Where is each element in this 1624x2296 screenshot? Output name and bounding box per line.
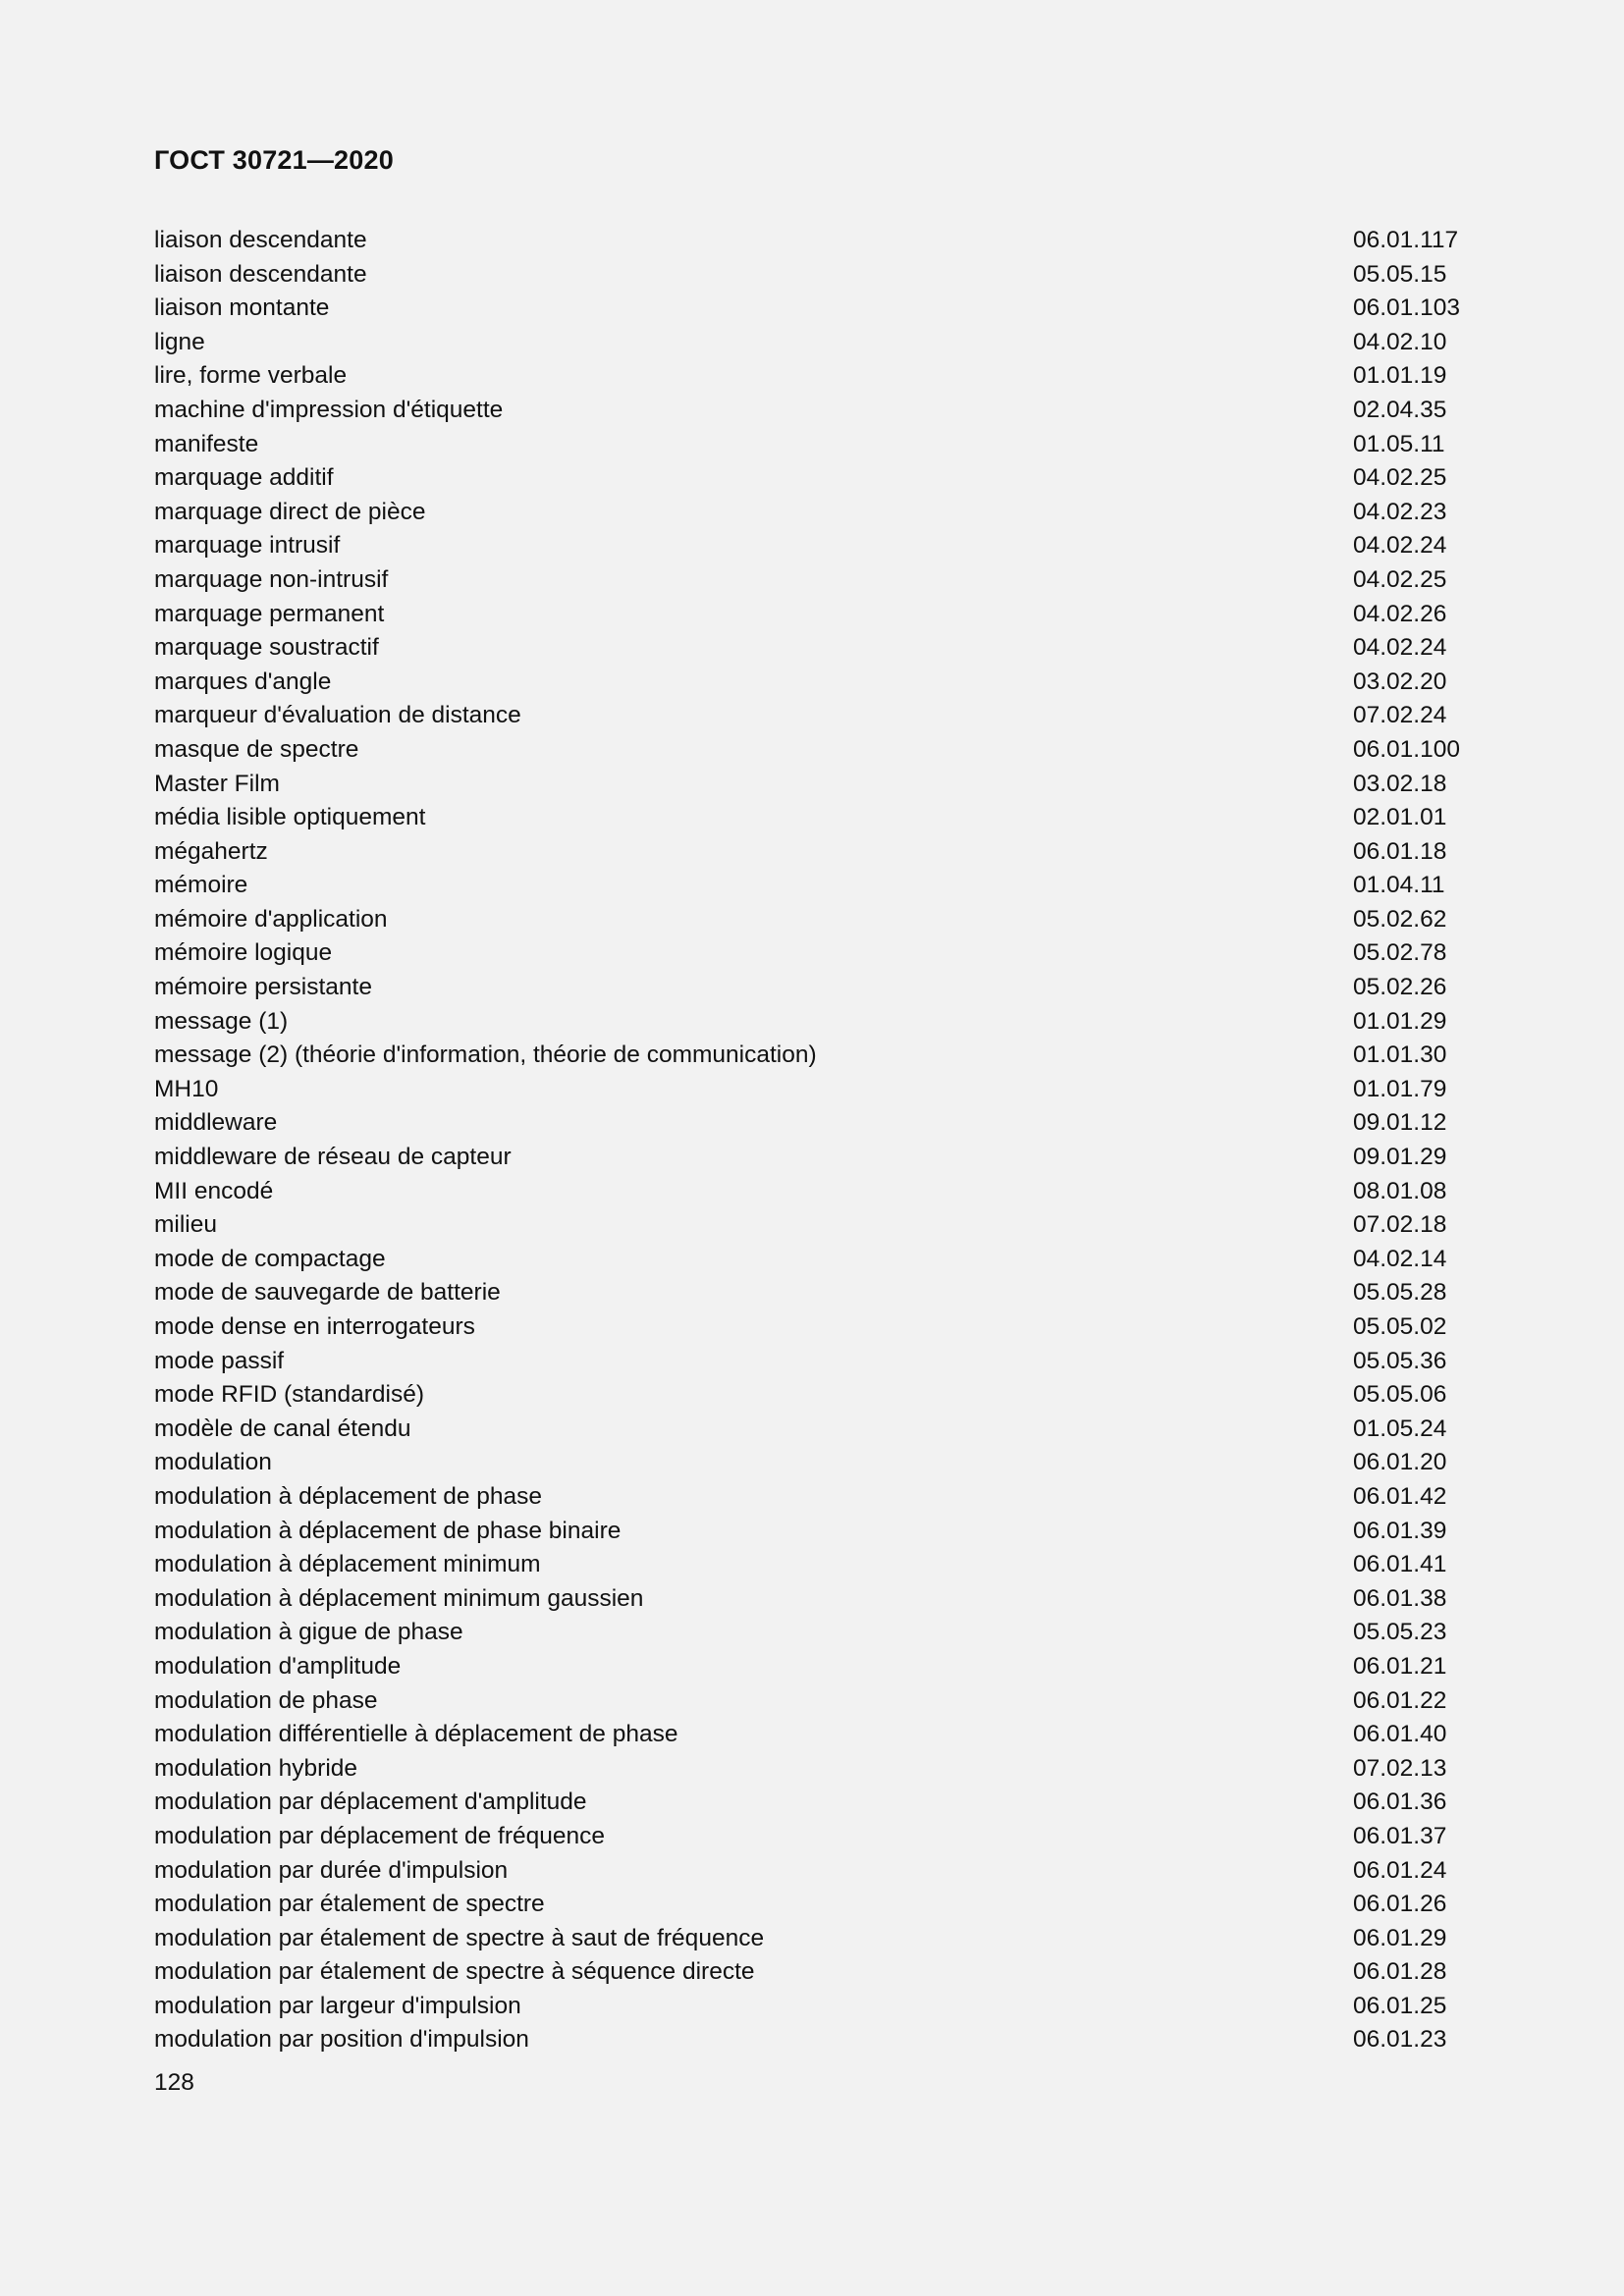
- index-entry: [154, 529, 1470, 563]
- index-reference-number: 04.02.23: [1353, 498, 1447, 525]
- index-reference-number: 06.01.38: [1353, 1584, 1447, 1612]
- index-entry: [154, 394, 1470, 428]
- index-term: Master Film: [154, 770, 280, 797]
- index-entry: [154, 1650, 1470, 1684]
- index-entry: [154, 768, 1470, 802]
- index-term: modulation hybride: [154, 1754, 358, 1782]
- index-entry: [154, 1515, 1470, 1549]
- index-reference-number: 06.01.22: [1353, 1686, 1447, 1714]
- index-entry: [154, 1548, 1470, 1582]
- index-reference-number: 06.01.117: [1353, 227, 1459, 253]
- index-term: mode de compactage: [154, 1245, 386, 1272]
- index-reference-number: 05.05.23: [1353, 1619, 1447, 1646]
- index-term: marqueur d'évaluation de distance: [154, 702, 521, 729]
- index-reference-number: 01.01.29: [1353, 1007, 1447, 1035]
- index-term: liaison montante: [154, 294, 330, 322]
- index-term: machine d'impression d'étiquette: [154, 396, 504, 423]
- index-entry: [154, 1718, 1470, 1752]
- index-entry: [154, 1582, 1470, 1617]
- index-entry: [154, 1345, 1470, 1379]
- index-reference-number: 04.02.25: [1353, 565, 1447, 593]
- index-entry: [154, 1208, 1470, 1243]
- index-entry: [154, 292, 1470, 326]
- index-term: message (2) (théorie d'information, théorie de communication): [154, 1041, 817, 1069]
- index-entry: [154, 666, 1470, 700]
- index-entry: [154, 1854, 1470, 1889]
- index-term: marquage non-intrusif: [154, 565, 389, 593]
- index-term: MII encodé: [154, 1177, 274, 1204]
- index-entry: [154, 801, 1470, 835]
- index-term: MH10: [154, 1075, 219, 1102]
- index-entry: [154, 598, 1470, 632]
- index-reference-number: 03.02.18: [1353, 770, 1447, 797]
- index-term: lire, forme verbale: [154, 362, 348, 390]
- index-reference-number: 05.02.78: [1353, 939, 1447, 967]
- index-term: modulation à déplacement de phase binaire: [154, 1517, 622, 1544]
- index-entry: [154, 1922, 1470, 1956]
- index-term: middleware: [154, 1109, 278, 1137]
- index-reference-number: 04.02.10: [1353, 328, 1447, 355]
- index-term: mode dense en interrogateurs: [154, 1313, 475, 1340]
- index-term: marquage intrusif: [154, 532, 341, 560]
- index-reference-number: 06.01.40: [1353, 1721, 1447, 1748]
- index-reference-number: 06.01.36: [1353, 1789, 1447, 1816]
- index-term: modulation de phase: [154, 1686, 378, 1714]
- index-entry: [154, 1446, 1470, 1480]
- index-term: message (1): [154, 1007, 289, 1035]
- index-entry: [154, 326, 1470, 360]
- index-term: manifeste: [154, 430, 259, 457]
- index-reference-number: 01.01.79: [1353, 1075, 1447, 1102]
- index-entry: [154, 1413, 1470, 1447]
- index-entry: [154, 971, 1470, 1005]
- index-reference-number: 04.02.14: [1353, 1245, 1447, 1272]
- index-reference-number: 06.01.21: [1353, 1652, 1447, 1680]
- index-term: média lisible optiquement: [154, 804, 426, 831]
- index-term: modulation par déplacement d'amplitude: [154, 1789, 587, 1816]
- index-reference-number: 04.02.26: [1353, 600, 1447, 627]
- index-reference-number: 01.05.24: [1353, 1415, 1447, 1442]
- index-entry: [154, 733, 1470, 768]
- index-reference-number: 01.01.30: [1353, 1041, 1447, 1069]
- page-number: 128: [154, 2069, 194, 2096]
- index-reference-number: 09.01.29: [1353, 1144, 1447, 1171]
- index-entry: [154, 835, 1470, 870]
- index-term: milieu: [154, 1211, 217, 1239]
- index-term: mémoire persistante: [154, 974, 372, 1001]
- index-reference-number: 09.01.12: [1353, 1109, 1447, 1137]
- index-reference-number: 06.01.23: [1353, 2026, 1447, 2054]
- index-term: mémoire d'application: [154, 905, 388, 933]
- index-reference-number: 08.01.08: [1353, 1177, 1447, 1204]
- index-reference-number: 05.05.15: [1353, 260, 1447, 288]
- index-term: mémoire logique: [154, 939, 333, 967]
- index-entry: [154, 1888, 1470, 1922]
- index-reference-number: 01.04.11: [1353, 872, 1445, 899]
- index-reference-number: 07.02.13: [1353, 1754, 1447, 1782]
- index-term: mémoire: [154, 872, 248, 899]
- index-reference-number: 05.05.28: [1353, 1279, 1447, 1307]
- index-term: liaison descendante: [154, 227, 367, 253]
- index-reference-number: 04.02.24: [1353, 634, 1447, 662]
- index-entry: [154, 903, 1470, 937]
- index-reference-number: 06.01.18: [1353, 837, 1447, 865]
- index-reference-number: 06.01.100: [1353, 735, 1460, 763]
- index-entry: [154, 359, 1470, 394]
- index-term: modulation par durée d'impulsion: [154, 1856, 509, 1884]
- index-reference-number: 04.02.24: [1353, 532, 1447, 560]
- index-reference-number: 05.05.02: [1353, 1313, 1447, 1340]
- index-term: modulation d'amplitude: [154, 1652, 402, 1680]
- index-term: marques d'angle: [154, 667, 332, 695]
- index-term: marquage direct de pièce: [154, 498, 426, 525]
- index-reference-number: 07.02.24: [1353, 702, 1447, 729]
- index-term: modulation à déplacement minimum gaussien: [154, 1584, 644, 1612]
- index-reference-number: 05.02.62: [1353, 905, 1447, 933]
- index-reference-number: 02.01.01: [1353, 804, 1447, 831]
- index-term: mégahertz: [154, 837, 268, 865]
- index-entry: [154, 461, 1470, 496]
- index-reference-number: 06.01.20: [1353, 1449, 1447, 1476]
- index-reference-number: 07.02.18: [1353, 1211, 1447, 1239]
- index-entry: [154, 1378, 1470, 1413]
- document-header: ГОСТ 30721—2020: [154, 145, 394, 175]
- index-entry: [154, 936, 1470, 971]
- index-term: marquage additif: [154, 464, 334, 492]
- index-reference-number: 06.01.25: [1353, 1992, 1447, 2019]
- index-term: mode RFID (standardisé): [154, 1381, 425, 1409]
- index-term: modulation à déplacement minimum: [154, 1551, 541, 1578]
- index-entry: [154, 1073, 1470, 1107]
- index-entry: [154, 1276, 1470, 1310]
- index-term: liaison descendante: [154, 260, 367, 288]
- index-term: middleware de réseau de capteur: [154, 1144, 512, 1171]
- index-entry: [154, 1786, 1470, 1820]
- index-entry: [154, 1955, 1470, 1990]
- index-entry: [154, 1243, 1470, 1277]
- index-reference-number: 04.02.25: [1353, 464, 1447, 492]
- index-reference-number: 06.01.42: [1353, 1482, 1447, 1510]
- index-entry: [154, 631, 1470, 666]
- index-entry: [154, 563, 1470, 598]
- index-term: modulation par position d'impulsion: [154, 2026, 529, 2054]
- index-reference-number: 03.02.20: [1353, 667, 1447, 695]
- index-entry: [154, 1480, 1470, 1515]
- index-entry: [154, 1310, 1470, 1345]
- index-reference-number: 05.02.26: [1353, 974, 1447, 1001]
- index-reference-number: 01.05.11: [1353, 430, 1445, 457]
- index-entry: [154, 1005, 1470, 1040]
- index-term: modulation par étalement de spectre: [154, 1891, 545, 1918]
- index-term: masque de spectre: [154, 735, 359, 763]
- index-reference-number: 06.01.24: [1353, 1856, 1447, 1884]
- index-term: modèle de canal étendu: [154, 1415, 411, 1442]
- index-entry: [154, 1684, 1470, 1719]
- index-entry: [154, 428, 1470, 462]
- index-term: marquage soustractif: [154, 634, 379, 662]
- index-term: modulation par étalement de spectre à saut de fréquence: [154, 1924, 765, 1951]
- index-term: modulation différentielle à déplacement de phase: [154, 1721, 678, 1748]
- index-term: ligne: [154, 328, 205, 355]
- term-index-list: [154, 224, 1470, 2057]
- index-reference-number: 06.01.39: [1353, 1517, 1447, 1544]
- index-entry: [154, 1175, 1470, 1209]
- index-entry: [154, 699, 1470, 733]
- index-entry: [154, 1106, 1470, 1141]
- index-term: modulation par déplacement de fréquence: [154, 1822, 606, 1849]
- index-entry: [154, 1039, 1470, 1073]
- index-term: modulation à déplacement de phase: [154, 1482, 543, 1510]
- index-reference-number: 06.01.41: [1353, 1551, 1447, 1578]
- index-term: modulation: [154, 1449, 272, 1476]
- index-entry: [154, 2023, 1470, 2057]
- index-reference-number: 06.01.103: [1353, 294, 1460, 322]
- index-term: modulation à gigue de phase: [154, 1619, 463, 1646]
- index-reference-number: 01.01.19: [1353, 362, 1447, 390]
- index-term: modulation par largeur d'impulsion: [154, 1992, 521, 2019]
- index-entry: [154, 1990, 1470, 2024]
- index-term: modulation par étalement de spectre à séquence directe: [154, 1958, 755, 1986]
- index-entry: [154, 1752, 1470, 1787]
- index-entry: [154, 1820, 1470, 1854]
- index-term: mode passif: [154, 1347, 285, 1374]
- index-entry: [154, 869, 1470, 903]
- index-reference-number: 06.01.29: [1353, 1924, 1447, 1951]
- index-term: marquage permanent: [154, 600, 385, 627]
- index-entry: [154, 224, 1470, 258]
- index-reference-number: 06.01.26: [1353, 1891, 1447, 1918]
- index-reference-number: 02.04.35: [1353, 396, 1447, 423]
- index-reference-number: 06.01.37: [1353, 1822, 1447, 1849]
- index-entry: [154, 1141, 1470, 1175]
- index-reference-number: 05.05.06: [1353, 1381, 1447, 1409]
- index-reference-number: 05.05.36: [1353, 1347, 1447, 1374]
- index-entry: [154, 258, 1470, 293]
- index-term: mode de sauvegarde de batterie: [154, 1279, 501, 1307]
- index-entry: [154, 496, 1470, 530]
- index-reference-number: 06.01.28: [1353, 1958, 1447, 1986]
- index-entry: [154, 1616, 1470, 1650]
